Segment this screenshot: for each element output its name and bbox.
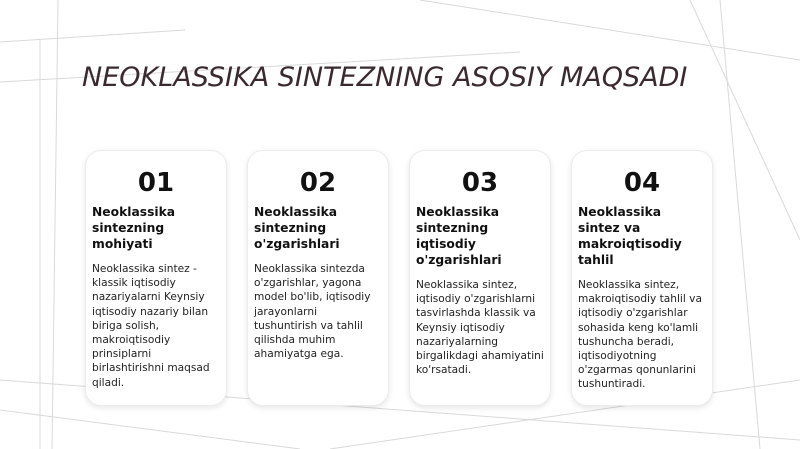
card-number: 01 <box>137 168 175 198</box>
card-text: Neoklassika sintez - klassik iqtisodiy nazariyalarni Keynsiy iqtisodiy nazariy bilan biriga solish, makroiqtisodiy prinsiplarni birlashtirishni maqsad qiladi. <box>92 263 210 389</box>
card-number: 03 <box>461 168 499 198</box>
card-number: 04 <box>623 168 661 198</box>
card-text: Neoklassika sintezda o'zgarishlar, yagona model bo'lib, iqtisodiy jarayonlarni tushuntirish va tahlil qilishda muhim ahamiyatga ega. <box>254 263 371 361</box>
card-heading: Neoklassika sintezning mohiyati <box>92 205 176 251</box>
card-text: Neoklassika sintez, iqtisodiy o'zgarishlarni tasvirlashda klassik va Keynsiy iqtisodiy nazariyalarning birgalikdagi ahamiyatini ko'rsatadi. <box>416 279 544 377</box>
card-3 <box>409 150 551 406</box>
card-heading: Neoklassika sintezning iqtisodiy o'zgarishlari <box>416 205 502 267</box>
card-1 <box>85 150 227 406</box>
card-2 <box>247 150 389 406</box>
card-number: 02 <box>299 168 337 198</box>
card-text: Neoklassika sintez, makroiqtisodiy tahlil va iqtisodiy o'zgarishlar sohasida keng ko'lamli tushuncha beradi, iqtisodiyotning o'zgarmas qonunlarini tushuntiradi. <box>578 279 702 391</box>
card-heading: Neoklassika sintezning o'zgarishlari <box>254 205 340 251</box>
card-heading: Neoklassika sintez va makroiqtisodiy tahlil <box>578 205 682 267</box>
card-4 <box>571 150 713 406</box>
slide-title: NEOKLASSIKA SINTEZNING ASOSIY MAQSADI <box>82 62 688 93</box>
